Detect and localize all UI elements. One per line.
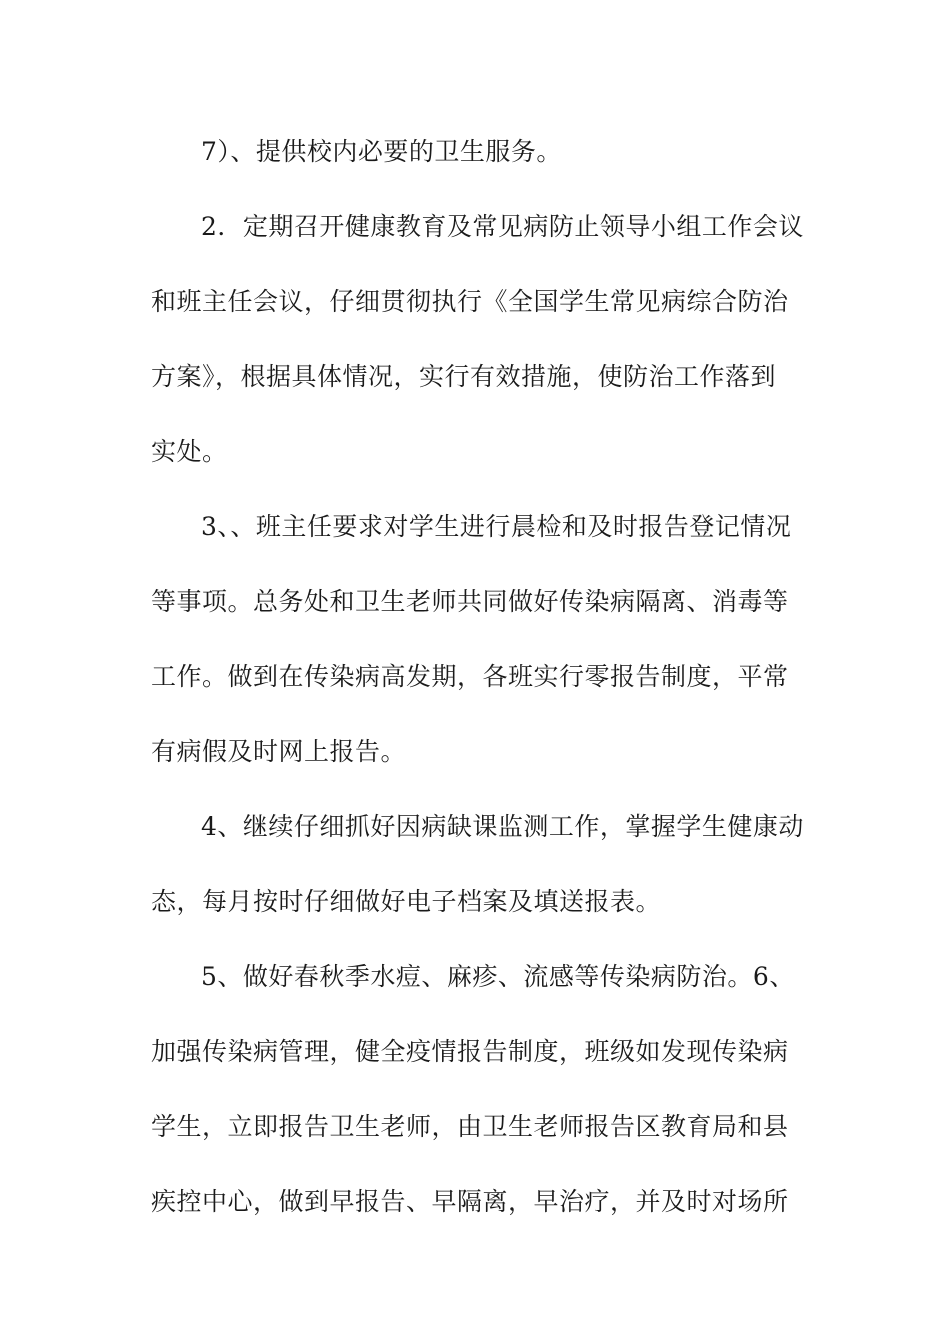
paragraph-line: 态，每月按时仔细做好电子档案及填送报表。 <box>151 887 662 916</box>
paragraph-line: 3、、班主任要求对学生进行晨检和及时报告登记情况 <box>201 512 792 541</box>
paragraph-line: 和班主任会议，仔细贯彻执行《全国学生常见病综合防治 <box>151 287 789 316</box>
paragraph-line: 2．定期召开健康教育及常见病防止领导小组工作会议 <box>201 212 804 241</box>
paragraph-line: 工作。做到在传染病高发期，各班实行零报告制度，平常 <box>151 662 789 691</box>
paragraph-line: 4、继续仔细抓好因病缺课监测工作，掌握学生健康动 <box>201 812 804 841</box>
paragraph-line: 疾控中心，做到早报告、早隔离，早治疗，并及时对场所 <box>151 1187 789 1216</box>
paragraph-line: 学生，立即报告卫生老师，由卫生老师报告区教育局和县 <box>151 1112 789 1141</box>
paragraph-line: 方案》，根据具体情况，实行有效措施，使防治工作落到 <box>151 362 777 391</box>
paragraph-line: 等事项。总务处和卫生老师共同做好传染病隔离、消毒等 <box>151 587 789 616</box>
paragraph-line: 有病假及时网上报告。 <box>151 737 407 766</box>
paragraph-line: 实处。 <box>151 437 228 466</box>
paragraph-line: 5、做好春秋季水痘、麻疹、流感等传染病防治。6、 <box>201 962 795 991</box>
paragraph-line: 加强传染病管理，健全疫情报告制度，班级如发现传染病 <box>151 1037 789 1066</box>
paragraph-line: 7）、提供校内必要的卫生服务。 <box>201 137 562 166</box>
